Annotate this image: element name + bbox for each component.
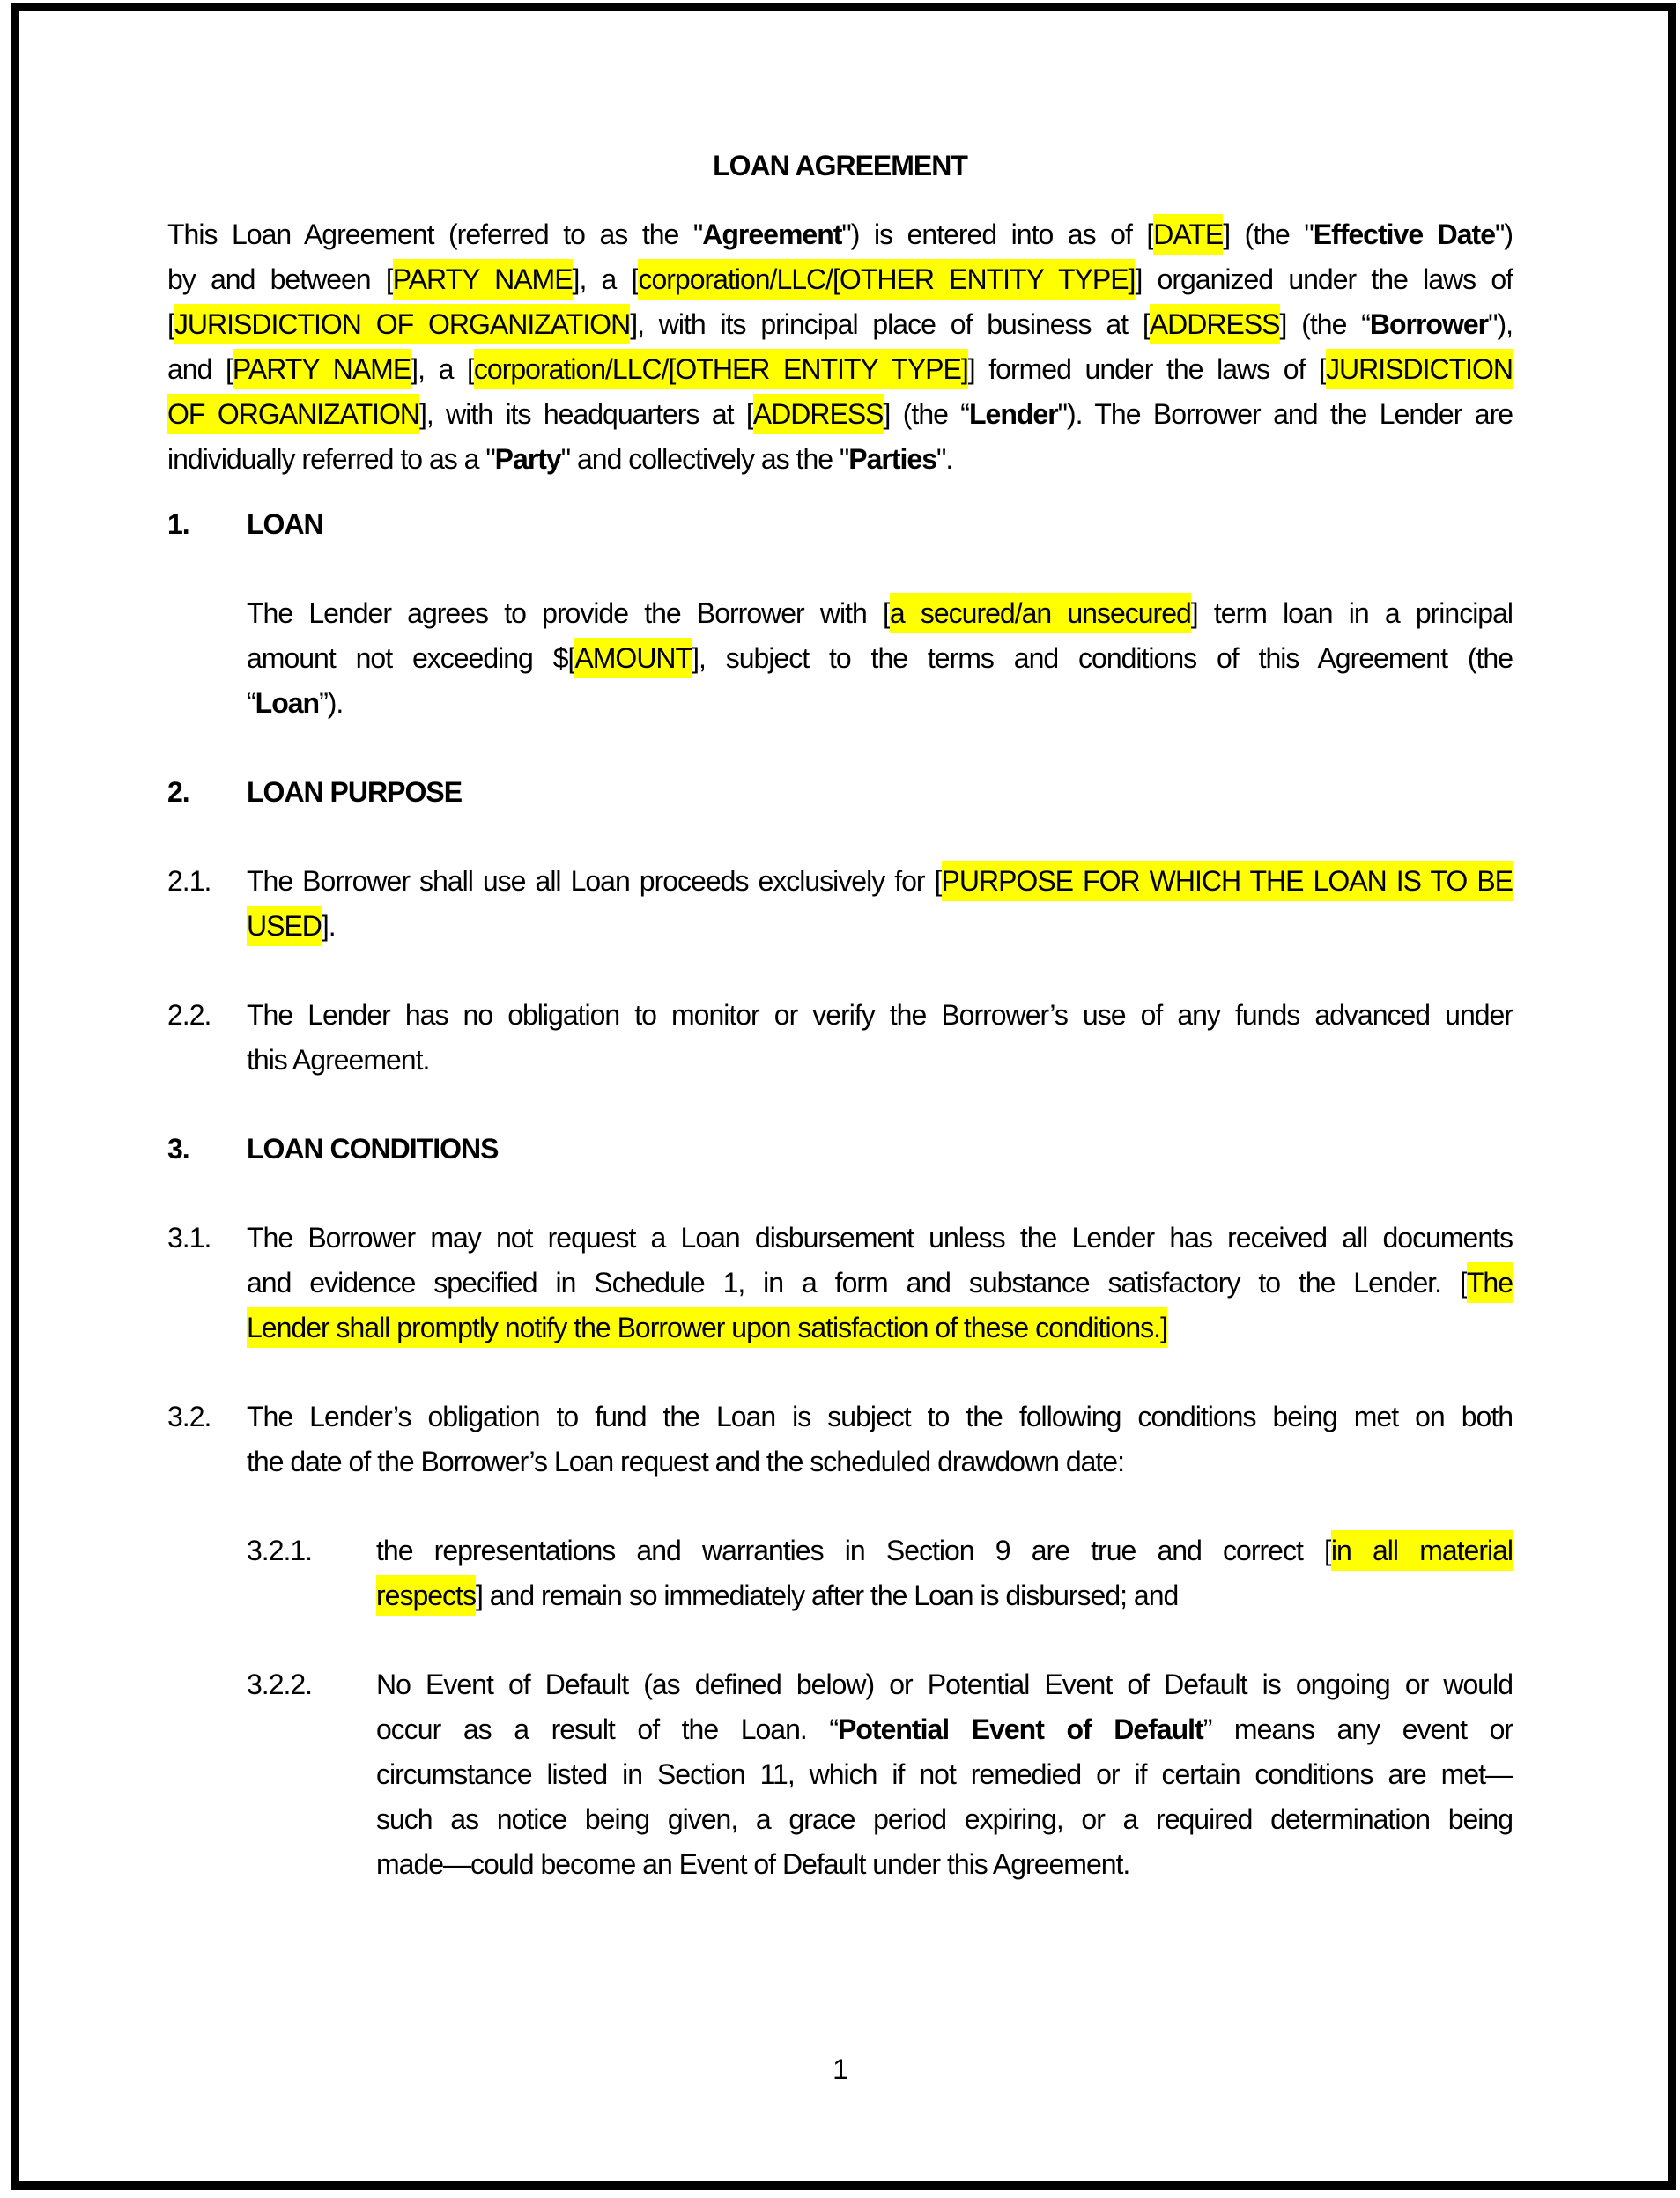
document-content (167, 0, 1513, 1887)
text-line (247, 993, 1513, 1038)
highlighted-placeholder: Lender shall promptly notify the Borrower upon satisfaction of these conditions.] (247, 1307, 1167, 1348)
highlighted-placeholder: OF ORGANIZATION (167, 394, 419, 434)
text-run: such as notice being given, a grace period expiring, or a required determination being (376, 1803, 1513, 1835)
list-number: 3.2.2. (247, 1669, 313, 1700)
text-line (376, 1573, 1513, 1618)
paragraph-text (376, 1528, 1513, 1618)
text-run: ") (1495, 218, 1513, 250)
text-line (247, 904, 1513, 949)
text-line (247, 1306, 1513, 1351)
heading-label: LOAN (247, 508, 323, 540)
highlighted-placeholder: respects (376, 1575, 476, 1616)
text-line (247, 636, 1513, 681)
highlighted-placeholder: AMOUNT (574, 638, 692, 678)
text-line (247, 1395, 1513, 1439)
paragraph (167, 1395, 1513, 1484)
paragraph-text (247, 859, 1513, 949)
text-run: the representations and warranties in Section 9 are true and correct [ (376, 1535, 1331, 1566)
text-line (167, 392, 1513, 437)
text-run: and evidence specified in Schedule 1, in a form and substance satisfactory to the Lender. [ (247, 1267, 1467, 1299)
text-run: The Lender’s obligation to fund the Loan is subject to the following conditions being met on both (247, 1401, 1513, 1432)
text-run: individually referred to as a " (167, 443, 495, 475)
paragraph (167, 591, 1513, 726)
text-line (167, 257, 1513, 302)
text-line (247, 859, 1513, 904)
list-number: 2.1. (167, 865, 211, 897)
text-run: the date of the Borrower’s Loan request and the scheduled drawdown date: (247, 1446, 1124, 1477)
paragraph-text (247, 1216, 1513, 1351)
text-run: ] (the “ (1279, 308, 1370, 340)
text-run: made—could become an Event of Default under this Agreement. (376, 1848, 1130, 1880)
defined-term: Loan (255, 687, 320, 719)
paragraph (167, 993, 1513, 1083)
section-heading (167, 1127, 1513, 1172)
highlighted-placeholder: PARTY NAME (233, 349, 411, 389)
text-line (247, 1038, 1513, 1083)
text-run: "). The Borrower and the Lender are (1057, 398, 1513, 430)
paragraph-text (247, 1395, 1513, 1484)
text-run: ”). (319, 687, 344, 719)
highlighted-placeholder: DATE (1153, 214, 1223, 255)
text-run: this Agreement. (247, 1044, 430, 1076)
list-number: 3. (167, 1133, 189, 1165)
text-line (376, 1707, 1513, 1752)
highlighted-placeholder: JURISDICTION OF ORGANIZATION (174, 304, 630, 344)
text-run: ] (the " (1223, 218, 1314, 250)
text-run: " and collectively as the " (560, 443, 849, 475)
text-line (167, 212, 1513, 257)
text-run: ], with its principal place of business at [ (630, 308, 1150, 340)
text-run: ] term loan in a principal (1190, 597, 1513, 629)
defined-term: Lender (968, 398, 1058, 430)
text-line (247, 591, 1513, 636)
text-run: No Event of Default (as defined below) or Potential Event of Default is ongoing or would (376, 1669, 1513, 1700)
heading-label: LOAN CONDITIONS (247, 1133, 499, 1165)
paragraph (167, 212, 1513, 482)
text-line (376, 1528, 1513, 1573)
highlighted-placeholder: ADDRESS (753, 394, 884, 434)
text-run: by and between [ (167, 263, 393, 295)
highlighted-placeholder: PARTY NAME (393, 259, 573, 300)
text-run: and [ (167, 353, 233, 385)
text-run: ], subject to the terms and conditions of this Agreement (the (692, 642, 1513, 674)
defined-term: Effective Date (1313, 218, 1496, 250)
text-run: “ (247, 687, 255, 719)
text-run: ], a [ (572, 263, 639, 295)
text-run: ] (the “ (883, 398, 969, 430)
text-run: amount not exceeding $[ (247, 642, 575, 674)
text-line (167, 437, 1513, 482)
text-run: The Lender agrees to provide the Borrower with [ (247, 597, 890, 629)
list-number: 3.1. (167, 1222, 211, 1254)
paragraph (167, 1216, 1513, 1351)
text-line (247, 681, 1513, 726)
list-number: 3.2.1. (247, 1535, 313, 1566)
page-number: 1 (833, 2054, 847, 2085)
highlighted-placeholder: The (1467, 1262, 1513, 1303)
text-run: "), (1488, 308, 1513, 340)
text-run: ] formed under the laws of [ (967, 353, 1327, 385)
text-line (247, 1216, 1513, 1261)
text-line (376, 1797, 1513, 1842)
heading-label: LOAN PURPOSE (247, 776, 463, 808)
text-run: The Lender has no obligation to monitor or verify the Borrower’s use of any funds advanced under (247, 999, 1513, 1031)
highlighted-placeholder: ADDRESS (1150, 304, 1280, 344)
defined-term: Parties (848, 443, 937, 475)
list-number: 2. (167, 776, 189, 808)
document-body (167, 212, 1513, 1887)
defined-term: Agreement (702, 218, 842, 250)
highlighted-placeholder: a secured/an unsecured (890, 593, 1191, 633)
highlighted-placeholder: in all material (1331, 1530, 1513, 1571)
document-title: LOAN AGREEMENT (713, 150, 967, 181)
highlighted-placeholder: PURPOSE FOR WHICH THE LOAN IS TO BE (942, 861, 1513, 901)
defined-term: Potential Event of Default (838, 1713, 1203, 1745)
section-heading (167, 502, 1513, 547)
paragraph (167, 859, 1513, 949)
text-line (167, 347, 1513, 392)
text-run: ") is entered into as of [ (841, 218, 1154, 250)
paragraph-text (247, 591, 1513, 726)
paragraph (167, 1528, 1513, 1618)
text-run: ], a [ (411, 353, 474, 385)
text-run: occur as a result of the Loan. “ (376, 1713, 839, 1745)
text-run: ] and remain so immediately after the Loan is disbursed; and (475, 1580, 1179, 1611)
defined-term: Borrower (1369, 308, 1489, 340)
text-line (247, 1261, 1513, 1306)
text-line (247, 1439, 1513, 1484)
defined-term: Party (494, 443, 561, 475)
text-run: ] organized under the laws of (1135, 263, 1513, 295)
text-line (376, 1662, 1513, 1707)
list-number: 1. (167, 508, 189, 540)
paragraph-text (376, 1662, 1513, 1887)
paragraph-text (247, 993, 1513, 1083)
text-run: The Borrower shall use all Loan proceeds exclusively for [ (247, 865, 942, 897)
text-run: This Loan Agreement (referred to as the " (167, 218, 703, 250)
highlighted-placeholder: JURISDICTION (1326, 349, 1513, 389)
text-run: ], with its headquarters at [ (419, 398, 753, 430)
text-run: circumstance listed in Section 11, which if not remedied or if certain conditions are met— (376, 1758, 1513, 1790)
highlighted-placeholder: corporation/LLC/[OTHER ENTITY TYPE] (638, 259, 1135, 300)
highlighted-placeholder: USED (247, 906, 322, 946)
list-number: 2.2. (167, 999, 211, 1031)
highlighted-placeholder: corporation/LLC/[OTHER ENTITY TYPE] (474, 349, 968, 389)
section-heading (167, 770, 1513, 815)
text-line (376, 1842, 1513, 1887)
text-run: The Borrower may not request a Loan disbursement unless the Lender has received all documents (247, 1222, 1513, 1254)
paragraph-text (167, 212, 1513, 482)
text-line (167, 302, 1513, 347)
text-line (376, 1752, 1513, 1797)
text-run: [ (167, 308, 174, 340)
text-run: ” means any event or (1203, 1713, 1513, 1745)
text-run: ". (936, 443, 953, 475)
list-number: 3.2. (167, 1401, 211, 1432)
text-run: ]. (321, 910, 336, 942)
paragraph (167, 1662, 1513, 1887)
